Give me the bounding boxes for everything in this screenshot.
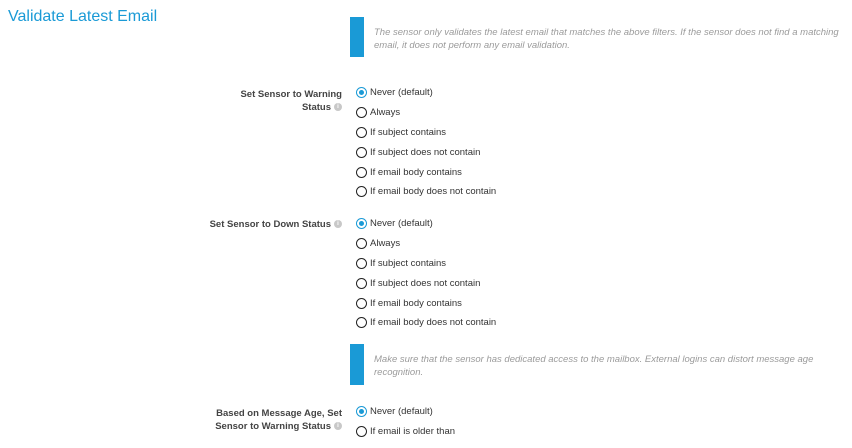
warning-option-subject-not-contain[interactable]: If subject does not contain: [356, 142, 496, 162]
down-option-subject-contains[interactable]: If subject contains: [356, 254, 496, 274]
age-warning-radio-group: [356, 402, 455, 442]
radio-button[interactable]: [356, 147, 367, 158]
radio-button[interactable]: [356, 186, 367, 197]
radio-button[interactable]: [356, 238, 367, 249]
down-status-radio-group: [356, 214, 496, 333]
radio-button[interactable]: [356, 278, 367, 289]
warning-status-label-line1: Set Sensor to Warning: [240, 89, 342, 100]
radio-button[interactable]: [356, 218, 367, 229]
info-box-mailbox-access: [350, 344, 844, 385]
warning-status-label: [240, 88, 342, 114]
radio-button[interactable]: [356, 127, 367, 138]
radio-button[interactable]: [356, 87, 367, 98]
radio-button[interactable]: [356, 298, 367, 309]
warning-option-never[interactable]: Never (default): [356, 83, 496, 103]
down-status-label-text: Set Sensor to Down Status: [209, 219, 331, 230]
info-icon[interactable]: i: [334, 220, 342, 228]
info-box-accent-bar: [350, 17, 364, 57]
age-warning-label-line2: Sensor to Warning Status: [215, 421, 331, 432]
warning-status-radio-group: [356, 83, 496, 202]
down-option-body-not-contain[interactable]: If email body does not contain: [356, 313, 496, 333]
radio-button[interactable]: [356, 317, 367, 328]
age-warning-label-line1: Based on Message Age, Set: [216, 408, 342, 419]
info-icon[interactable]: i: [334, 103, 342, 111]
down-option-subject-not-contain[interactable]: If subject does not contain: [356, 273, 496, 293]
down-option-body-contains[interactable]: If email body contains: [356, 293, 496, 313]
warning-option-body-not-contain[interactable]: If email body does not contain: [356, 182, 496, 202]
info-box-accent-bar: [350, 344, 364, 385]
radio-button[interactable]: [356, 107, 367, 118]
info-box-text: Make sure that the sensor has dedicated access to the mailbox. External logins can distort message age recognition.: [374, 354, 814, 378]
info-icon[interactable]: i: [334, 422, 342, 430]
down-option-always[interactable]: Always: [356, 234, 496, 254]
warning-option-body-contains[interactable]: If email body contains: [356, 162, 496, 182]
radio-button[interactable]: [356, 167, 367, 178]
down-option-never[interactable]: Never (default): [356, 214, 496, 234]
section-title: Validate Latest Email: [8, 8, 158, 25]
warning-status-label-line2: Status: [301, 102, 331, 113]
info-box-latest-email: [350, 17, 844, 57]
warning-option-always[interactable]: Always: [356, 103, 496, 123]
age-option-older-than[interactable]: If email is older than: [356, 422, 455, 442]
radio-button[interactable]: [356, 406, 367, 417]
radio-button[interactable]: [356, 258, 367, 269]
age-option-never[interactable]: Never (default): [356, 402, 455, 422]
age-warning-label: [215, 407, 342, 433]
warning-option-subject-contains[interactable]: If subject contains: [356, 123, 496, 143]
info-box-text: The sensor only validates the latest email that matches the above filters. If the sensor does not find a matching email, it does not perform any email validation.: [374, 27, 839, 51]
radio-button[interactable]: [356, 426, 367, 437]
down-status-label: [210, 218, 342, 231]
